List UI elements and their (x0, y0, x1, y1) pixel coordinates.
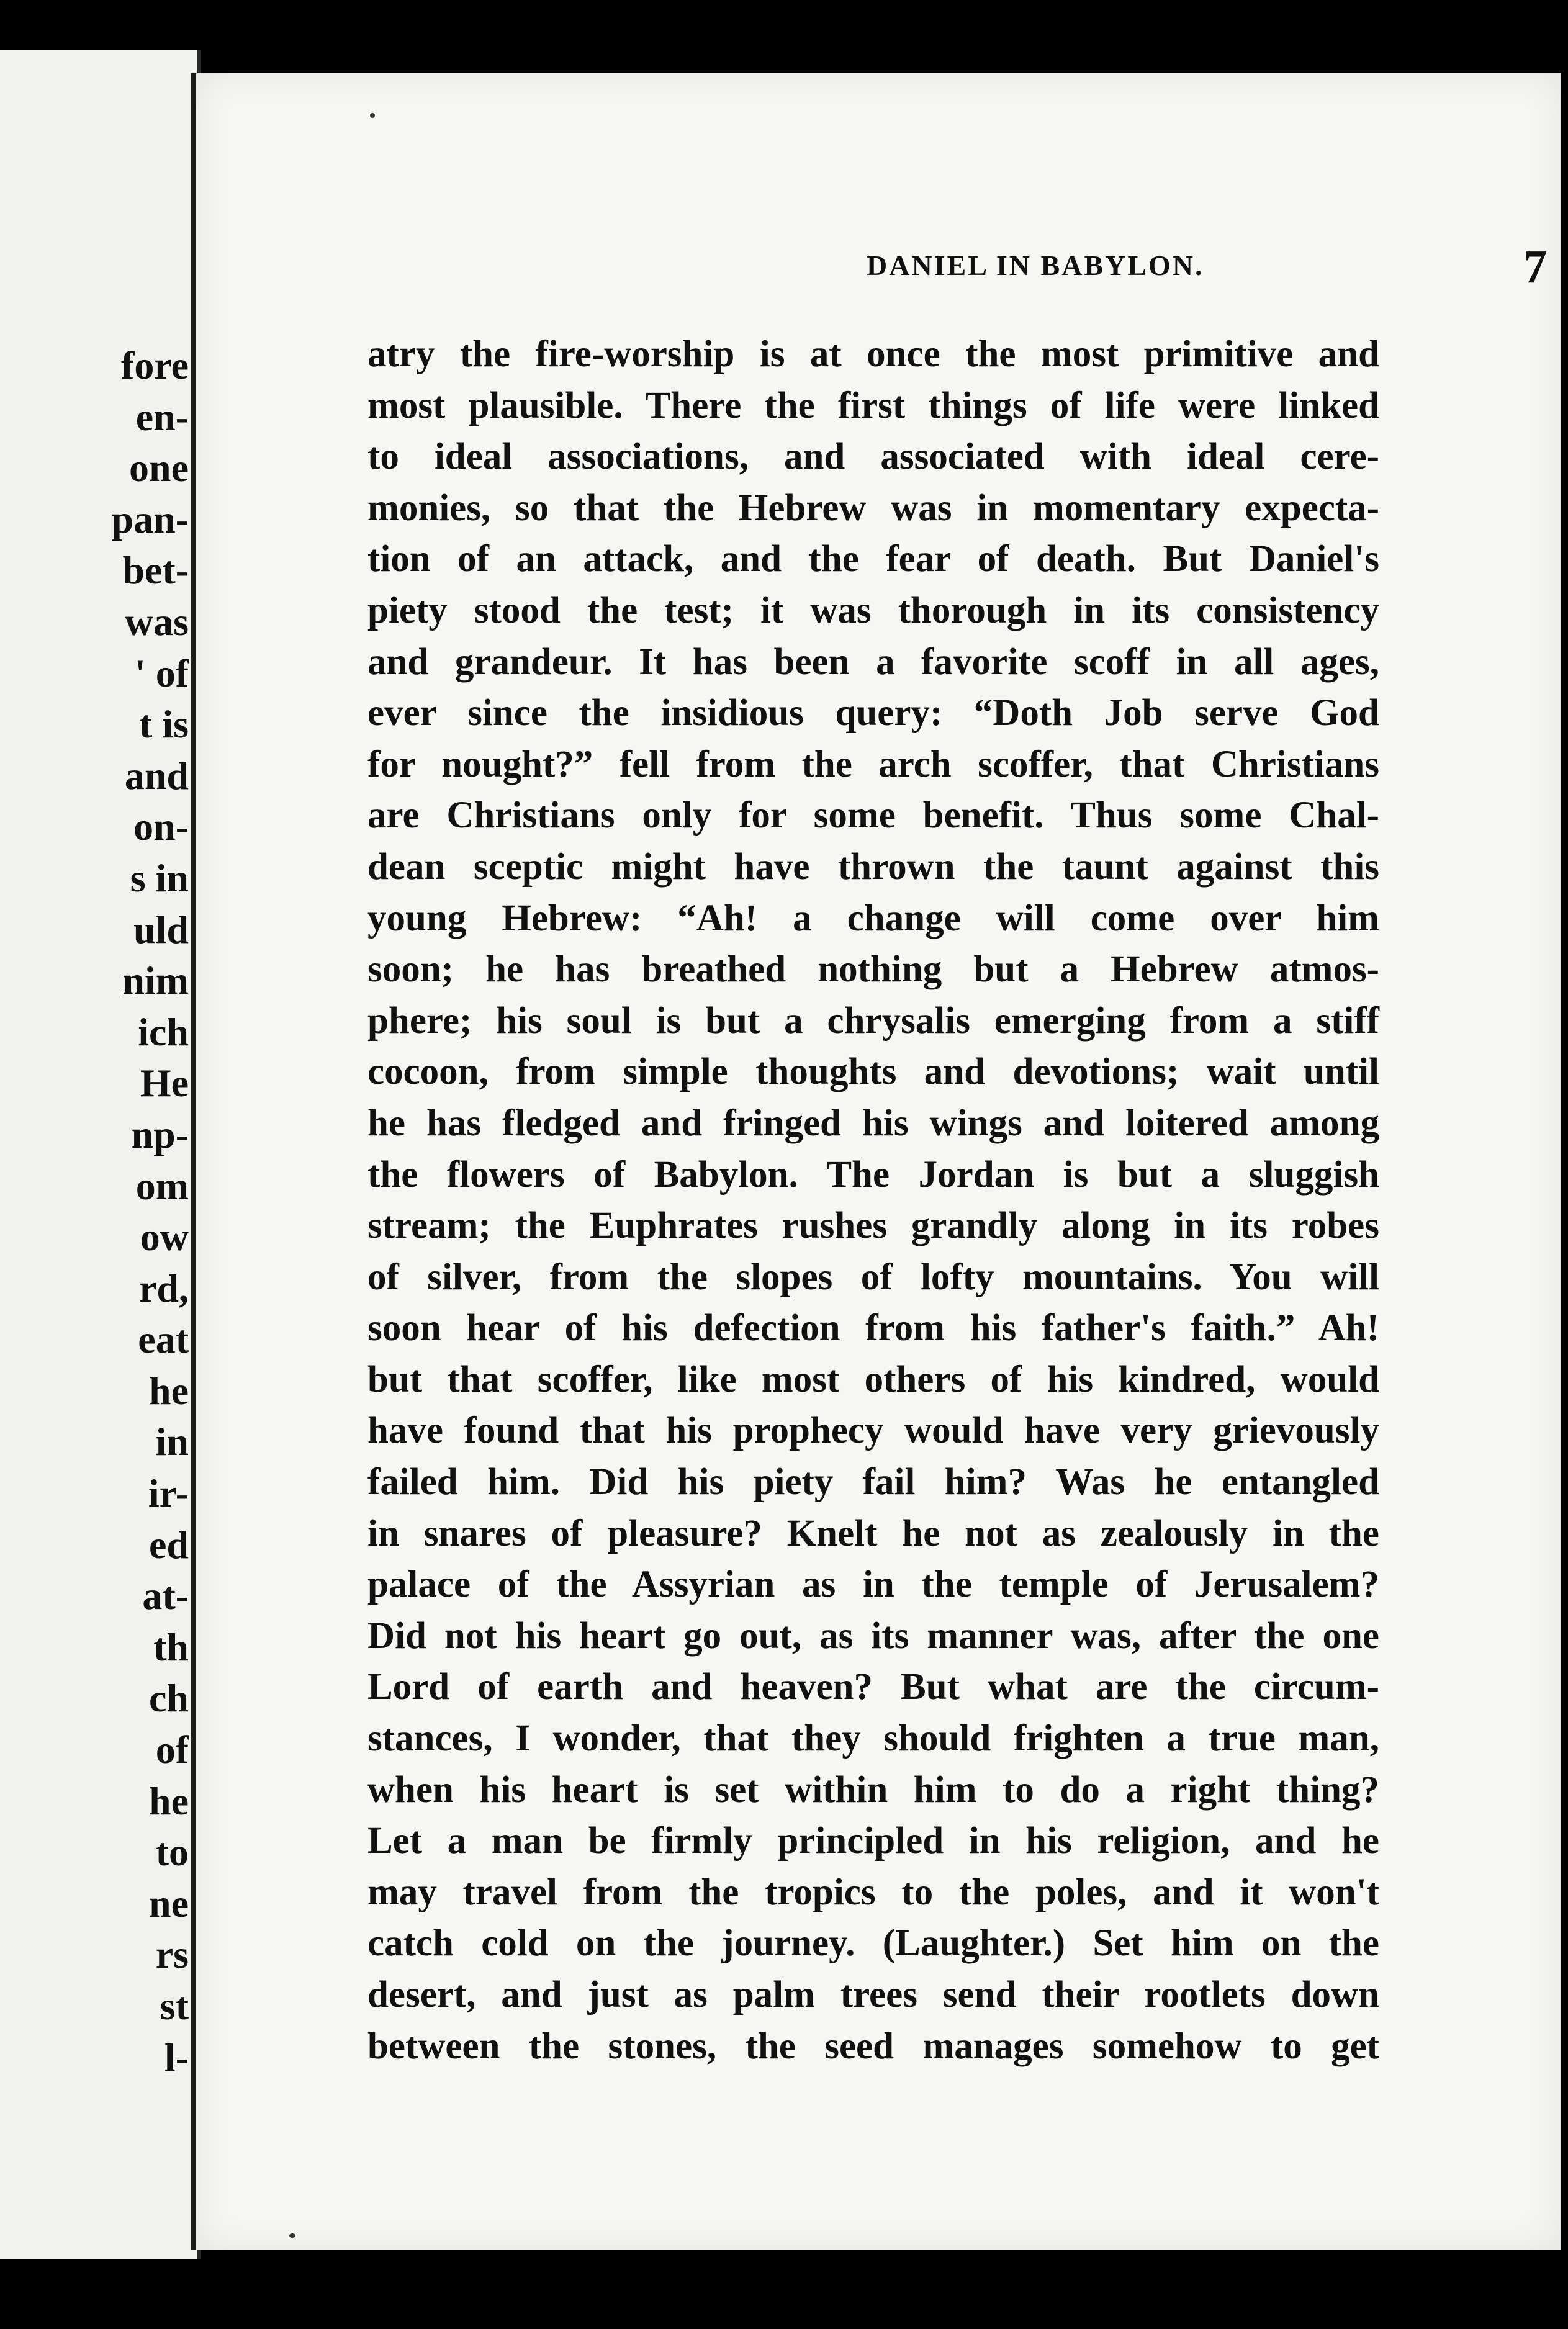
facing-page-fragment: eat (138, 1317, 189, 1362)
facing-page-fragment: he (149, 1778, 189, 1823)
facing-page-fragment: ow (140, 1215, 189, 1259)
facing-page-fragment: of (155, 1728, 189, 1772)
text-line: the flowers of Babylon. The Jordan is but a sluggish (367, 1153, 1379, 1196)
text-line: most plausible. There the first things of life were linked (367, 384, 1379, 426)
running-title: DANIEL IN BABYLON. (867, 250, 1204, 281)
facing-page-fragment: rd, (139, 1266, 189, 1310)
text-line: palace of the Assyrian as in the temple of Jerusalem? (367, 1564, 1379, 1606)
facing-page-fragment: was (124, 599, 189, 644)
text-line: he has fledged and fringed his wings and loitered among (367, 1102, 1379, 1144)
text-line: may travel from the tropics to the poles, and it won't (367, 1871, 1379, 1913)
facing-page-fragment: He (140, 1061, 189, 1106)
facing-page-fragment: bet- (122, 548, 189, 593)
facing-page-fragment: rs (155, 1932, 189, 1977)
facing-page-fragment: he (149, 1368, 189, 1413)
ink-speck (289, 2233, 295, 2238)
facing-page-fragment: fore (121, 343, 189, 387)
facing-page (0, 50, 201, 2259)
ink-speck (370, 113, 375, 118)
text-line: for nought?” fell from the arch scoffer, that Christians (367, 743, 1379, 785)
facing-page-fragment: on- (133, 804, 189, 849)
facing-page-fragment: ed (149, 1522, 189, 1567)
text-line: of silver, from the slopes of lofty mountains. You will (367, 1256, 1379, 1298)
text-line: atry the fire-worship is at once the most primitive and (367, 333, 1379, 375)
facing-page-fragment: s in (130, 855, 189, 900)
text-line: between the stones, the seed manages somehow to get (367, 2025, 1379, 2067)
text-line: when his heart is set within him to do a right thing? (367, 1768, 1379, 1811)
text-line: failed him. Did his piety fail him? Was he entangled (367, 1461, 1379, 1503)
facing-page-fragment: and (124, 753, 189, 798)
facing-page-fragment: in (155, 1420, 189, 1464)
text-line: in snares of pleasure? Knelt he not as zealously in the (367, 1512, 1379, 1554)
facing-page-fragment: t is (139, 702, 189, 747)
facing-page-text (112, 340, 189, 2083)
text-line: dean sceptic might have thrown the taunt against this (367, 845, 1379, 888)
text-line: stances, I wonder, that they should frighten a true man, (367, 1718, 1379, 1760)
text-line: and grandeur. It has been a favorite scoff in all ages, (367, 641, 1379, 683)
facing-page-fragment: nim (122, 958, 189, 1003)
facing-page-fragment: st (160, 1984, 189, 2028)
text-line: phere; his soul is but a chrysalis emerging from a stiff (367, 999, 1379, 1042)
text-line: stream; the Euphrates rushes grandly along in its robes (367, 1205, 1379, 1247)
text-line: desert, and just as palm trees send their rootlets down (367, 1974, 1379, 2016)
text-line: tion of an attack, and the fear of death. But Daniel's (367, 538, 1379, 580)
page-number: 7 (1523, 241, 1547, 293)
facing-page-fragment: ne (149, 1881, 189, 1926)
text-line: are Christians only for some benefit. Thus some Chal- (367, 795, 1379, 837)
facing-page-fragment: at- (142, 1574, 189, 1618)
text-line: Lord of earth and heaven? But what are the circum- (367, 1666, 1379, 1708)
facing-page-fragment: one (129, 446, 189, 490)
text-line: soon; he has breathed nothing but a Hebrew atmos- (367, 948, 1379, 991)
text-line: have found that his prophecy would have very grievously (367, 1410, 1379, 1452)
text-line: Did not his heart go out, as its manner was, after the one (367, 1615, 1379, 1657)
page-header (370, 241, 1549, 305)
facing-page-fragment: pan- (111, 497, 189, 541)
text-line: young Hebrew: “Ah! a change will come over him (367, 897, 1379, 939)
body-text (367, 329, 1379, 2072)
text-line: piety stood the test; it was thorough in its consistency (367, 589, 1379, 631)
facing-page-fragment: ' of (134, 651, 189, 695)
facing-page-fragment: ir- (148, 1471, 189, 1516)
facing-page-fragment: l- (164, 2035, 189, 2079)
text-line: soon hear of his defection from his father's faith.” Ah! (367, 1307, 1379, 1349)
text-line: ever since the insidious query: “Doth Job serve God (367, 692, 1379, 734)
facing-page-fragment: th (153, 1624, 189, 1669)
book-page (191, 73, 1561, 2250)
facing-page-fragment: to (155, 1830, 189, 1875)
text-line: cocoon, from simple thoughts and devotions; wait until (367, 1051, 1379, 1093)
text-line: Let a man be firmly principled in his religion, and he (367, 1820, 1379, 1862)
text-line: catch cold on the journey. (Laughter.) Set him on the (367, 1922, 1379, 1965)
facing-page-fragment: ich (138, 1009, 189, 1054)
facing-page-fragment: ch (149, 1676, 189, 1721)
facing-page-fragment: np- (131, 1112, 189, 1156)
text-line: monies, so that the Hebrew was in momentary expecta- (367, 487, 1379, 529)
facing-page-fragment: om (135, 1163, 189, 1208)
text-line: to ideal associations, and associated with ideal cere- (367, 436, 1379, 478)
facing-page-fragment: en- (135, 394, 189, 439)
facing-page-fragment: uld (133, 907, 189, 952)
text-line: but that scoffer, like most others of his kindred, would (367, 1358, 1379, 1400)
